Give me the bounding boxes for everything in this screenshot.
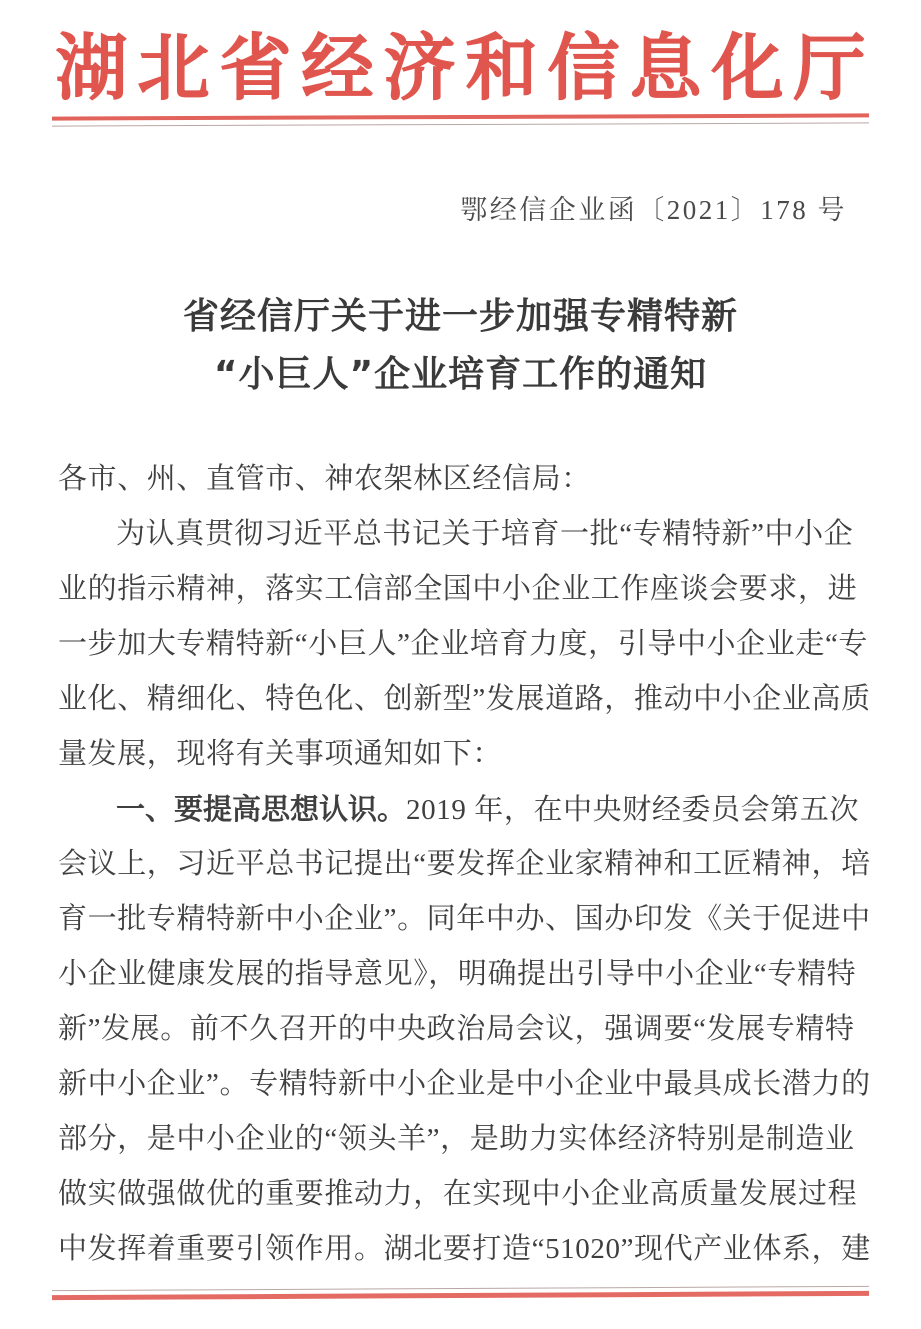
body-line: 小企业健康发展的指导意见》，明确提出引导中小企业“专精特 — [58, 958, 857, 990]
body-line: 育一批专精特新中小企业”。同年中办、国办印发《关于促进中 — [58, 903, 871, 935]
body-line: 量发展，现将有关事项通知如下： — [58, 738, 503, 770]
header-divider-thick-line — [52, 113, 869, 120]
body-line: 部分，是中小企业的“领头羊”，是助力实体经济特别是制造业 — [58, 1123, 855, 1155]
header-divider-thin-line — [52, 122, 869, 126]
masthead-issuer-title: 湖北省经济和信息化厅 — [55, 25, 876, 110]
section-one-first-line-rest: 2019 年，在中央财经委员会第五次 — [406, 794, 860, 826]
footer-divider-rule — [52, 1286, 869, 1304]
body-line: 中发挥着重要引领作用。湖北要打造“51020”现代产业体系，建 — [58, 1233, 871, 1265]
body-line: 业化、精细化、特色化、创新型”发展道路，推动中小企业高质 — [58, 683, 871, 715]
footer-divider-thick-line — [52, 1291, 869, 1300]
document-title — [90, 288, 831, 404]
body-line: 做实做强做优的重要推动力，在实现中小企业高质量发展过程 — [58, 1178, 858, 1210]
body-line: 新”发展。前不久召开的中央政治局会议，强调要“发展专精特 — [58, 1013, 855, 1045]
header-divider-rule — [52, 113, 869, 128]
document-title-line-1: 省经信厅关于进一步加强专精特新 — [182, 296, 738, 337]
document-title-line-2: “小巨人”企业培育工作的通知 — [213, 354, 708, 395]
document-body — [58, 452, 871, 1277]
section-one-heading: 一、要提高思想认识。 — [116, 792, 407, 826]
body-line: 新中小企业”。专精特新中小企业是中小企业中最具成长潜力的 — [58, 1068, 871, 1100]
section-heading-line — [58, 782, 864, 837]
salutation-line: 各市、州、直管市、神农架林区经信局： — [58, 463, 591, 495]
body-line: 会议上，习近平总书记提出“要发挥企业家精神和工匠精神，培 — [58, 848, 871, 880]
body-line: 一步加大专精特新“小巨人”企业培育力度，引导中小企业走“专 — [58, 628, 869, 660]
body-line: 为认真贯彻习近平总书记关于培育一批“专精特新”中小企 — [116, 518, 854, 550]
footer-divider-thin-line — [52, 1286, 869, 1291]
body-line: 业的指示精神，落实工信部全国中小企业工作座谈会要求，进 — [58, 573, 858, 605]
document-number: 鄂经信企业函〔2021〕178 号 — [460, 195, 847, 225]
